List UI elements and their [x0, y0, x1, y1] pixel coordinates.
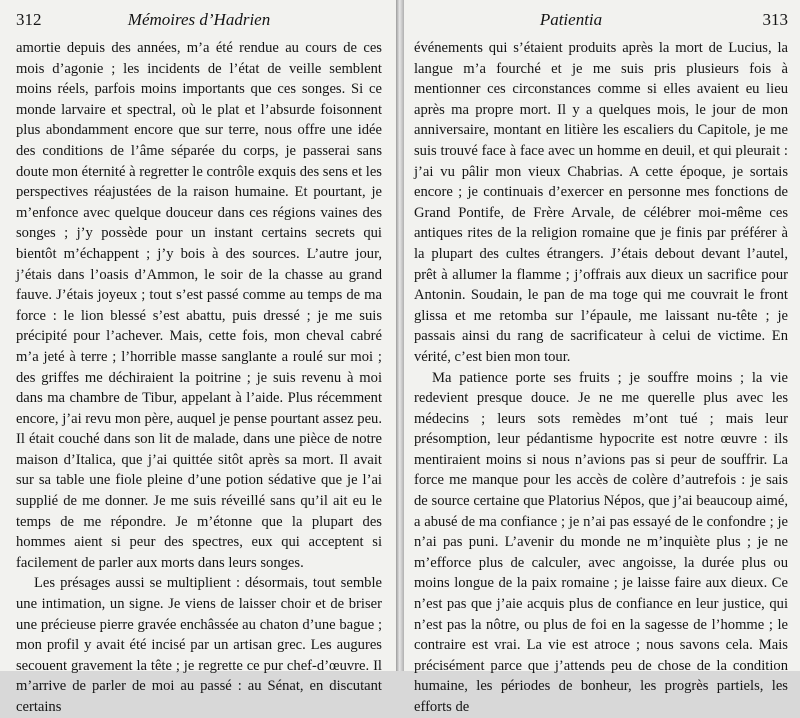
left-running-title: Mémoires d’Hadrien: [127, 10, 271, 29]
right-paragraph-1: événements qui s’étaient produits après la mort de Lucius, la langue m’a fourché et je me suis pris plusieurs fois à mentionner ces circonstances comme si elles avaient eu lieu après ma propre mort. Il y a quelques mois, le jour de mon anniversaire, montant en litière les escaliers du Capitole, je me suis trouvé face à face avec un homme en deuil, et qui pleurait : j’ai vu pâlir mon vieux Chabrias. A cette époque, je sortais encore ; je continuais d’exercer en personne mes fonctions de Grand Pontife, de Frère Arvale, de célébrer moi-même ces antiques rites de la religion romaine que je finis par préférer à la plupart des cultes étrangers. J’étais debout devant l’autel, prêt à allumer la flamme ; j’offrais aux dieux un sacrifice pour Antonin. Soudain, le pan de ma toge qui me couvrait le front glissa et me retomba sur l’épaule, me laissant nu-tête ; je passais ainsi du rang de sacrificateur à celui de victime. En vérité, c’est bien mon tour.: [414, 40, 788, 365]
right-page-number: 313: [762, 10, 788, 29]
left-page: [0, 0, 396, 715]
right-body-text: [414, 38, 788, 718]
left-page-number: 312: [16, 10, 42, 29]
book-gutter: [396, 0, 404, 671]
left-running-head: [16, 8, 382, 32]
left-paragraph-2: Les présages aussi se multiplient : désormais, tout semble une intimation, un signe. Je viens de laisser choir et de briser une précieuse pierre gravée enchâssée au chaton d’une bague ; mon profil y avait été incisé par un artisan grec. Les augures secouent gravement la tête ; je regrette ce pur chef-d’œuvre. Il m’arrive de parler de moi au passé : au Sénat, en discutant certains: [16, 575, 382, 715]
left-body-text: [16, 38, 382, 718]
right-page: [404, 0, 800, 715]
right-running-title: Patientia: [539, 10, 603, 29]
left-paragraph-1: amortie depuis des années, m’a été rendue au cours de ces mois d’agonie ; les incidents de l’état de veille semblent moins réels, parfois moins importants que ces songes. Si ce monde larvaire et spectral, où le plat et l’absurde foisonnent plus abondamment encore que sur terre, nous offre une idée des conditions de l’âme séparée du corps, je passerai sans doute mon éternité à regretter le contrôle exquis des sens et les perspectives réajustées de la raison humaine. Et pourtant, je m’enfonce avec quelque douceur dans ces régions vaines des songes ; j’y possède pour un instant certains secrets qui bientôt m’échappent ; j’y bois à des sources. L’autre jour, j’étais dans l’oasis d’Ammon, le soir de la chasse au grand fauve. J’étais joyeux ; tout s’est passé comme au temps de ma force : le lion blessé s’est abattu, puis dressé ; je me suis précipité pour l’achever. Mais, cette fois, mon cheval cabré m’a jeté à terre ; l’horrible masse sanglante a roulé sur moi ; des griffes me déchiraient la poitrine ; je suis revenu à moi dans ma chambre de Tibur, appelant à l’aide. Plus récemment encore, j’ai revu mon père, auquel je pense pourtant assez peu. Il était couché dans son lit de malade, dans une pièce de notre maison d’Italica, que j’ai quittée sitôt après sa mort. Il avait sur sa table une fiole pleine d’une potion sédative que je l’ai supplié de me donner. Je me suis réveillé sans qu’il ait eu le temps de me répondre. Je m’étonne que la plupart des hommes aient si peur des spectres, eux qui acceptent si facilement de parler aux morts dans leurs songes.: [16, 40, 382, 571]
right-running-head: [414, 8, 788, 32]
right-paragraph-2: Ma patience porte ses fruits ; je souffre moins ; la vie redevient presque douce. Je ne me querelle plus avec les médecins ; leurs sots remèdes m’ont tué ; mais leur présomption, leur pédantisme hypocrite est notre œuvre : ils mentiraient moins si nous n’avions pas si peur de souffrir. La force me manque pour les accès de colère d’autrefois : je sais de source certaine que Platorius Népos, que j’ai beaucoup aimé, a abusé de ma confiance ; je n’ai pas essayé de le confondre ; je n’ai pas puni. L’avenir du monde ne m’inquiète plus ; je ne m’efforce plus de calculer, avec angoisse, la durée plus ou moins longue de la paix romaine ; je laisse faire aux dieux. Ce n’est pas que j’aie acquis plus de confiance en leur justice, qui n’est pas la nôtre, ou plus de foi en la sagesse de l’homme ; le contraire est vrai. La vie est atroce ; nous savons cela. Mais précisément parce que j’attends peu de chose de la condition humaine, les périodes de bonheur, les progrès partiels, les efforts de: [414, 369, 788, 715]
